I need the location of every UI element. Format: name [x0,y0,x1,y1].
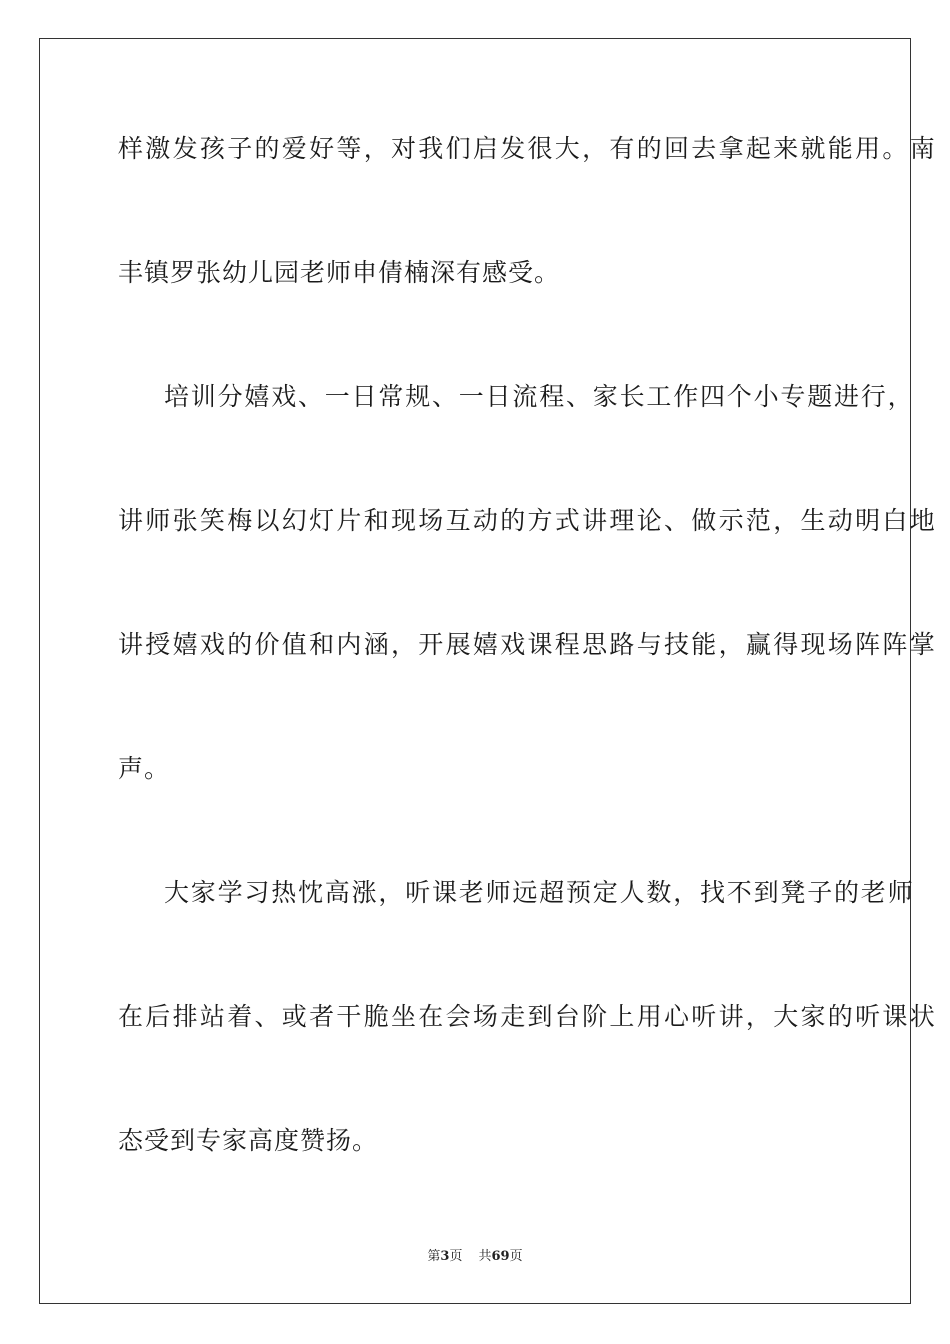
body-text-line: 丰镇罗张幼儿园老师申倩楠深有感受。 [118,258,561,287]
paragraph-start-line: 培训分嬉戏、一日常规、一日流程、家长工作四个小专题进行， [164,382,915,411]
body-text-line: 讲师张笑梅以幻灯片和现场互动的方式讲理论、做示范，生动明白地 [118,506,938,535]
page-suffix: 页 [449,1249,463,1264]
body-text-line: 样激发孩子的爱好等，对我们启发很大，有的回去拿起来就能用。南 [118,134,938,163]
page-number: 3 [440,1249,450,1264]
total-suffix: 页 [509,1249,523,1264]
page-footer [0,1249,950,1265]
paragraph-start-line: 大家学习热忱高涨，听课老师远超预定人数，找不到凳子的老师 [164,878,915,907]
total-prefix: 共 [478,1249,492,1264]
body-text-line: 态受到专家高度赞扬。 [118,1126,379,1155]
body-text-line: 声。 [118,754,171,783]
page-border [39,38,938,1304]
total-pages: 69 [491,1249,510,1264]
body-text-line: 在后排站着、或者干脆坐在会场走到台阶上用心听讲，大家的听课状 [118,1002,938,1031]
body-text-line: 讲授嬉戏的价值和内涵，开展嬉戏课程思路与技能，赢得现场阵阵掌 [118,630,938,659]
page-prefix: 第 [427,1249,441,1264]
